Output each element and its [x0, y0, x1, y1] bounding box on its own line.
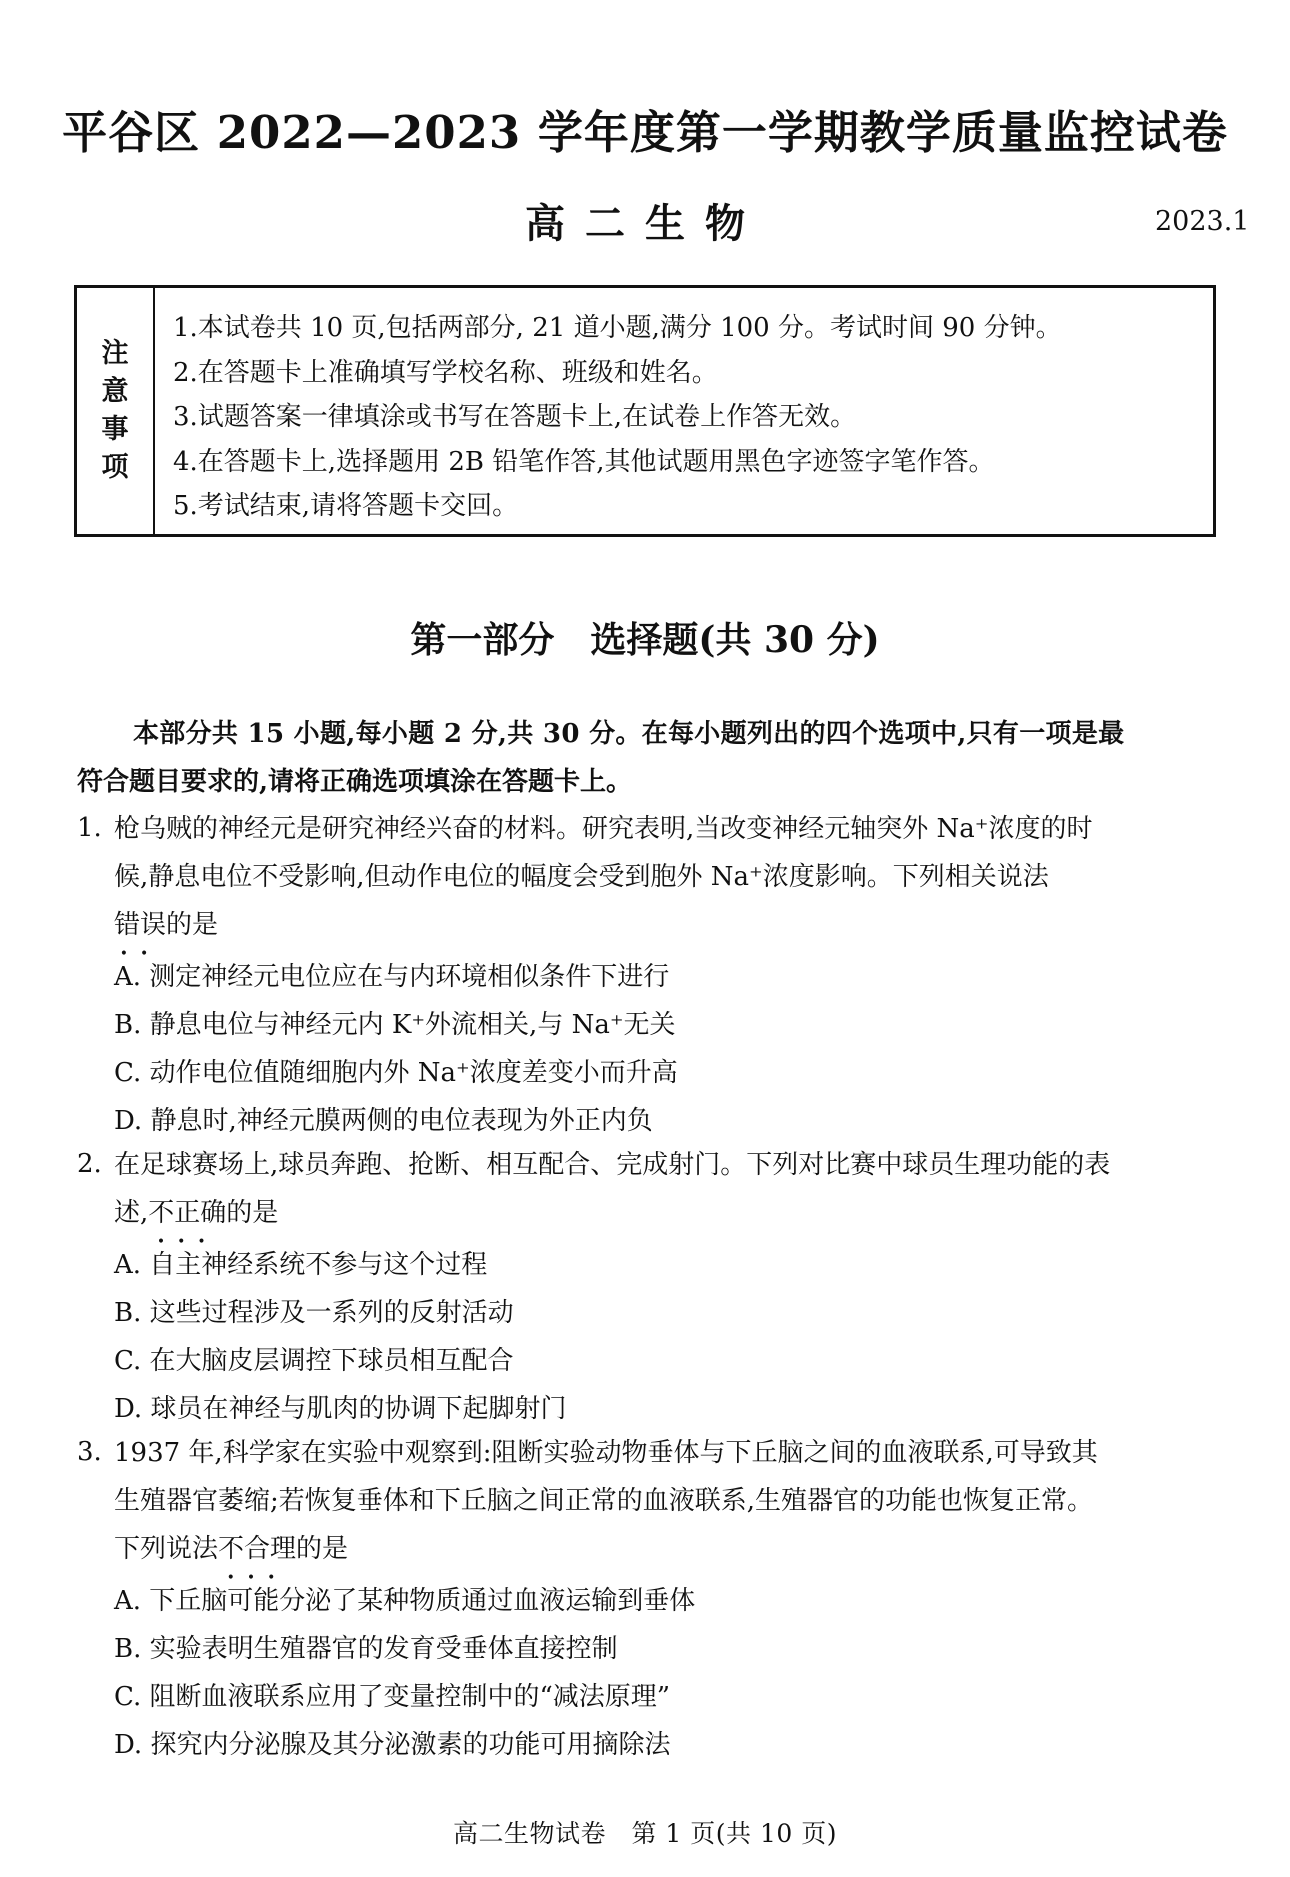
- question-stem-line: 枪乌贼的神经元是研究神经兴奋的材料。研究表明,当改变神经元轴突外 Na⁺浓度的时: [114, 814, 1093, 844]
- stem-prefix: 下列说法: [114, 1534, 219, 1564]
- answer-option: D. 探究内分泌腺及其分泌激素的功能可用摘除法: [114, 1730, 671, 1760]
- stem-suffix: 的是: [226, 1198, 279, 1228]
- question-number: 1.: [77, 813, 102, 843]
- exam-subject: 高二生物: [525, 200, 765, 247]
- question-stem-line: 在足球赛场上,球员奔跑、抢断、相互配合、完成射门。下列对比赛中球员生理功能的表: [114, 1150, 1111, 1180]
- question-stem-line: [114, 901, 219, 962]
- notice-item: 5.考试结束,请将答题卡交回。: [173, 491, 519, 521]
- notice-item: 4.在答题卡上,选择题用 2B 铅笔作答,其他试题用黑色字迹签字笔作答。: [173, 446, 995, 477]
- answer-option: D. 球员在神经与肌肉的协调下起脚射门: [114, 1394, 567, 1424]
- answer-option: B. 这些过程涉及一系列的反射活动: [114, 1298, 514, 1328]
- answer-option: C. 在大脑皮层调控下球员相互配合: [114, 1346, 514, 1376]
- emphasis-text: 不正确: [148, 1198, 227, 1228]
- section-instruction: [77, 710, 1217, 806]
- emphasis-dots: •••: [156, 1234, 218, 1250]
- notice-label-char: 意: [101, 376, 129, 407]
- answer-option: D. 静息时,神经元膜两侧的电位表现为外正内负: [114, 1106, 653, 1136]
- notice-label-char: 事: [101, 414, 129, 445]
- emphasis-word: [114, 901, 167, 962]
- emphasis-word: [148, 1189, 227, 1250]
- exam-title: 平谷区 2022—2023 学年度第一学期教学质量监控试卷: [62, 106, 1228, 159]
- question-number: 3.: [77, 1437, 102, 1467]
- notice-item: 2.在答题卡上准确填写学校名称、班级和姓名。: [173, 357, 718, 388]
- stem-prefix: 述,: [114, 1198, 149, 1228]
- instruction-line: 符合题目要求的,请将正确选项填涂在答题卡上。: [77, 767, 633, 797]
- answer-option: C. 动作电位值随细胞内外 Na⁺浓度差变小而升高: [114, 1058, 678, 1088]
- answer-option: A. 下丘脑可能分泌了某种物质通过血液运输到垂体: [114, 1586, 696, 1616]
- emphasis-text: 不合理: [218, 1534, 297, 1564]
- question-stem-line: 1937 年,科学家在实验中观察到:阻断实验动物垂体与下丘脑之间的血液联系,可导致其: [114, 1438, 1098, 1468]
- emphasis-dots: •••: [226, 1570, 288, 1586]
- question-stem-line: 生殖器官萎缩;若恢复垂体和下丘脑之间正常的血液联系,生殖器官的功能也恢复正常。: [114, 1486, 1094, 1516]
- emphasis-word: [218, 1525, 297, 1586]
- answer-option: B. 静息电位与神经元内 K⁺外流相关,与 Na⁺无关: [114, 1010, 676, 1040]
- notice-label-char: 注: [101, 338, 129, 369]
- question-stem-line: [114, 1189, 279, 1250]
- answer-option: B. 实验表明生殖器官的发育受垂体直接控制: [114, 1634, 618, 1664]
- page-footer: 高二生物试卷 第 1 页(共 10 页): [452, 1819, 837, 1848]
- answer-option: A. 测定神经元电位应在与内环境相似条件下进行: [114, 962, 670, 992]
- stem-suffix: 的是: [296, 1534, 349, 1564]
- notice-box: [74, 285, 1216, 537]
- notice-label: [77, 288, 155, 534]
- question-number: 2.: [77, 1149, 102, 1179]
- question-stem-line: 候,静息电位不受影响,但动作电位的幅度会受到胞外 Na⁺浓度影响。下列相关说法: [114, 862, 1049, 892]
- section-title: 第一部分 选择题(共 30 分): [410, 619, 880, 661]
- answer-option: C. 阻断血液联系应用了变量控制中的“减法原理”: [114, 1682, 671, 1712]
- notice-item: 3.试题答案一律填涂或书写在答题卡上,在试卷上作答无效。: [173, 402, 857, 432]
- emphasis-dots: ••: [119, 946, 161, 962]
- stem-suffix: 的是: [166, 910, 219, 940]
- answer-option: A. 自主神经系统不参与这个过程: [114, 1250, 488, 1280]
- notice-items: [173, 306, 1203, 529]
- instruction-line: 本部分共 15 小题,每小题 2 分,共 30 分。在每小题列出的四个选项中,只有一项是最: [133, 719, 1125, 749]
- notice-label-char: 项: [101, 452, 129, 483]
- exam-date: 2023.1: [1155, 206, 1250, 237]
- emphasis-text: 错误: [114, 910, 167, 940]
- notice-item: 1.本试卷共 10 页,包括两部分, 21 道小题,满分 100 分。考试时间 90 分钟。: [173, 313, 1062, 343]
- question-stem-line: [114, 1525, 349, 1586]
